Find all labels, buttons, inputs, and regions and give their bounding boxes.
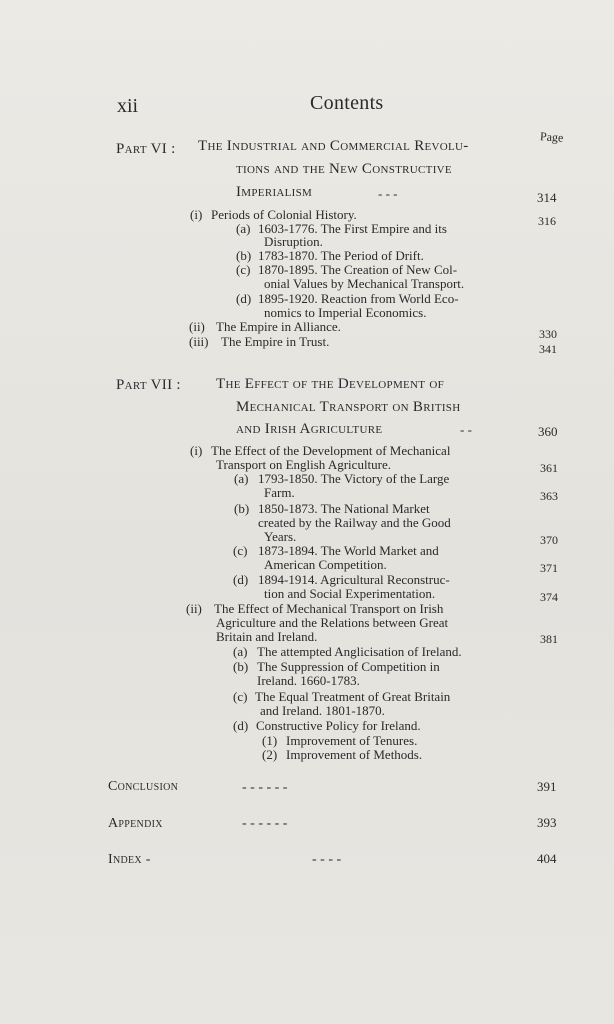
item-line: 1894-1914. Agricultural Reconstruc- [258, 572, 450, 587]
item-marker: (a) [236, 221, 251, 236]
section-title: The Effect of Mechanical Transport on Irish [214, 601, 444, 616]
section-title: The Empire in Alliance. [216, 319, 341, 334]
item-marker: (c) [233, 689, 248, 704]
section-title: Agriculture and the Relations between Great [216, 615, 449, 630]
item-line: and Ireland. 1801-1870. [260, 703, 385, 718]
part-seven-label: Part VII : [116, 377, 181, 393]
item-page: 371 [540, 561, 558, 575]
item-line: The Equal Treatment of Great Britain [255, 689, 451, 704]
item-line: Disruption. [264, 234, 323, 249]
section-title: Transport on English Agriculture. [216, 457, 392, 472]
section-marker: (iii) [189, 334, 209, 349]
section-page: 316 [538, 214, 556, 228]
item-marker: (a) [234, 471, 249, 486]
section-marker: (i) [190, 207, 203, 222]
section-title: Periods of Colonial History. [211, 207, 357, 222]
index-label: Index - [108, 852, 151, 867]
item-marker: (c) [233, 543, 248, 558]
subitem-marker: (1) [262, 733, 278, 748]
conclusion-leader-dots: - - - - - - [242, 780, 288, 795]
item-marker: (d) [233, 718, 249, 733]
item-page: 374 [540, 590, 558, 604]
item-line: 1873-1894. The World Market and [258, 543, 439, 558]
item-line: Years. [264, 529, 297, 544]
appendix-page: 393 [537, 815, 557, 830]
section-page: 341 [539, 342, 557, 356]
part-six-leader-dots: - - - [378, 186, 398, 201]
section-page: 330 [539, 327, 557, 341]
item-marker: (a) [233, 644, 248, 659]
item-line: American Competition. [264, 557, 387, 572]
part-seven-page: 360 [538, 424, 558, 439]
part-seven-title-line-1: The Effect of the Development of [216, 376, 445, 392]
subitem-text: Improvement of Tenures. [286, 733, 418, 748]
part-six-title-line-3: Imperialism [236, 184, 313, 200]
section-marker: (ii) [186, 601, 202, 616]
index-leader-dots: - - - - [312, 852, 342, 867]
item-page: 363 [540, 489, 558, 503]
item-line: tion and Social Experimentation. [264, 586, 436, 601]
conclusion-label: Conclusion [108, 779, 179, 794]
item-line: Constructive Policy for Ireland. [256, 718, 421, 733]
section-page: 381 [540, 632, 558, 646]
conclusion-page: 391 [537, 779, 557, 794]
part-six-title-line-2: tions and the New Constructive [236, 161, 452, 177]
item-line: created by the Railway and the Good [258, 515, 451, 530]
part-seven-title-line-2: Mechanical Transport on British [236, 399, 461, 415]
item-marker: (d) [236, 291, 252, 306]
page-column-heading: Page [539, 129, 564, 145]
section-title: Britain and Ireland. [216, 629, 318, 644]
item-line: 1850-1873. The National Market [258, 501, 430, 516]
item-page: 370 [540, 533, 558, 547]
part-six-page: 314 [537, 190, 557, 205]
section-title: The Effect of the Development of Mechanical [211, 443, 451, 458]
item-line: Farm. [264, 485, 295, 500]
section-page: 361 [540, 461, 558, 475]
item-line: 1895-1920. Reaction from World Eco- [258, 291, 459, 306]
part-six-label: Part VI : [116, 141, 176, 157]
part-seven-title-line-3: and Irish Agriculture [236, 421, 383, 437]
item-line: 1793-1850. The Victory of the Large [258, 471, 450, 486]
item-line: onial Values by Mechanical Transport. [264, 276, 465, 291]
item-line: The Suppression of Competition in [257, 659, 440, 674]
appendix-label: Appendix [108, 816, 163, 831]
section-marker: (ii) [189, 319, 205, 334]
section-title: The Empire in Trust. [221, 334, 330, 349]
item-marker: (d) [233, 572, 249, 587]
index-page: 404 [537, 851, 557, 866]
item-marker: (c) [236, 262, 251, 277]
subitem-text: Improvement of Methods. [286, 747, 423, 762]
part-six-title-line-1: The Industrial and Commercial Revolu- [198, 138, 469, 154]
item-line: nomics to Imperial Economics. [264, 305, 427, 320]
subitem-marker: (2) [262, 747, 278, 762]
folio-number: xii [117, 95, 139, 117]
section-marker: (i) [190, 443, 203, 458]
item-marker: (b) [236, 248, 252, 263]
appendix-leader-dots: - - - - - - [242, 816, 288, 831]
item-line: Ireland. 1660-1783. [257, 673, 360, 688]
item-marker: (b) [234, 501, 250, 516]
item-line: The attempted Anglicisation of Ireland. [257, 644, 462, 659]
item-line: 1783-1870. The Period of Drift. [258, 248, 424, 263]
item-marker: (b) [233, 659, 249, 674]
item-line: 1603-1776. The First Empire and its [258, 221, 447, 236]
part-seven-leader-dots: - - [460, 422, 472, 437]
item-line: 1870-1895. The Creation of New Col- [258, 262, 458, 277]
page-title: Contents [310, 92, 384, 114]
